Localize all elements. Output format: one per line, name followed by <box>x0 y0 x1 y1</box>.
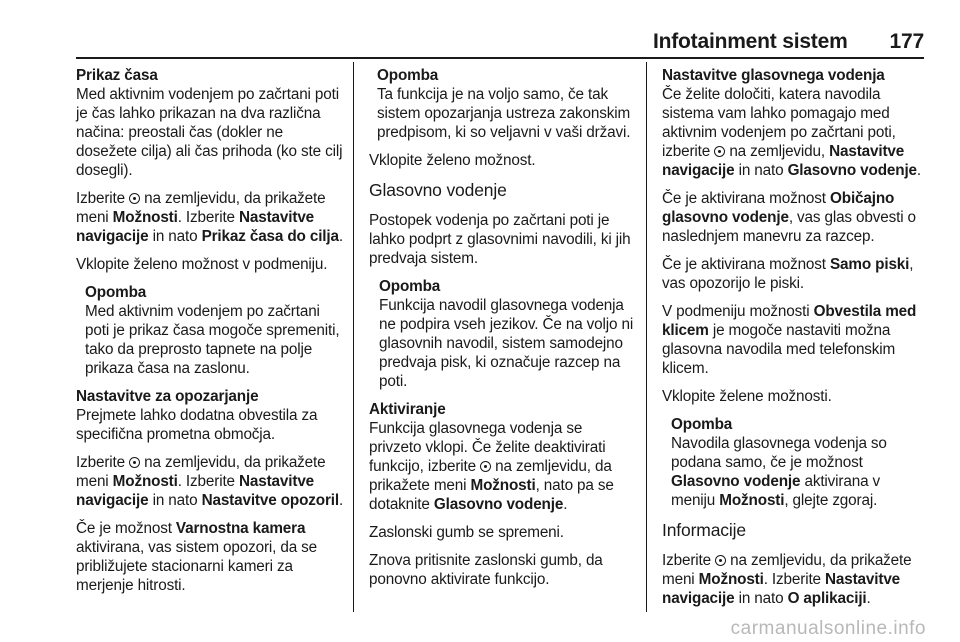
paragraph: Če je aktivirana možnost Samo piski, vas opozorijo le piski. <box>662 256 914 292</box>
paragraph: Postopek vodenja po začrtani poti je lahko podprt z glasovnimi navodili, ki jih predvaja sistem. <box>369 212 631 267</box>
note-text: Funkcija navodil glasovnega vodenja ne podpira vseh jezikov. Če na voljo ni glasovnih navodil, sistem samodejno predvaja pisk, ki označuje razcep na poti. <box>379 297 634 390</box>
paragraph: Izberite na zemljevidu, da prikažete meni Možnosti. Izberite Nastavitve navigacije in nato Prikaz časa do cilja. <box>76 190 343 245</box>
paragraph: Če je aktivirana možnost Običajno glasovno vodenje, vas glas obvesti o naslednjem manevru za razcep. <box>662 190 916 245</box>
paragraph: Vklopite želene možnosti. <box>662 388 832 405</box>
note-heading: Opomba <box>85 284 147 301</box>
heading-prikaz-casa: Prikaz časa <box>76 67 158 84</box>
column-divider <box>353 62 354 612</box>
paragraph: Izberite na zemljevidu, da prikažete meni Možnosti. Izberite Nastavitve navigacije in nato Nastavitve opozoril. <box>76 454 344 509</box>
crosshair-target-icon <box>480 461 491 472</box>
header-rule <box>76 57 924 59</box>
note-heading: Opomba <box>379 278 441 295</box>
paragraph: V podmeniju možnosti Obvestila med klicem je mogoče nastaviti možna glasovna navodila med telefonskim klicem. <box>662 303 917 377</box>
note-box <box>85 283 344 378</box>
paragraph: Če je možnost Varnostna kamera aktivirana, vas sistem opozori, da se približujete stacionarni kameri za merjenje hitrosti. <box>76 520 318 594</box>
crosshair-target-icon <box>715 555 726 566</box>
crosshair-target-icon <box>129 457 140 468</box>
column-2 <box>369 66 635 598</box>
paragraph: Prejmete lahko dodatna obvestila za specifična prometna območja. <box>76 407 318 443</box>
note-text: Med aktivnim vodenjem po začrtani poti je prikaz časa mogoče spremeniti, tako da preprosto tapnete na polje prikaza časa na zaslonu. <box>85 303 340 377</box>
heading-aktiviranje: Aktiviranje <box>369 401 446 418</box>
note-heading: Opomba <box>671 416 733 433</box>
heading-nastavitve-opozarjanje: Nastavitve za opozarjanje <box>76 388 259 405</box>
watermark: carmanualsonline.info <box>730 618 926 639</box>
heading-informacije: Informacije <box>662 520 746 540</box>
note-box <box>377 66 635 142</box>
note-text: Navodila glasovnega vodenja so podana samo, če je možnost Glasovno vodenje aktivirana v meniju Možnosti, glejte zgoraj. <box>671 435 887 509</box>
crosshair-target-icon <box>714 146 725 157</box>
column-3 <box>662 66 926 617</box>
note-box <box>671 415 926 510</box>
column-1 <box>76 66 344 604</box>
page-number: 177 <box>889 30 924 53</box>
heading-nastavitve-glasovnega-vodenja: Nastavitve glasovnega vodenja <box>662 67 885 84</box>
paragraph: Če želite določiti, katera navodila sistema vam lahko pomagajo med aktivnim vodenjem po začrtani poti, izberite na zemljevidu, Nastavitve navigacije in nato Glasovno vodenje. <box>662 86 922 179</box>
page-header <box>0 26 924 54</box>
paragraph: Vklopite želeno možnost. <box>369 152 536 169</box>
note-heading: Opomba <box>377 67 439 84</box>
note-text: Ta funkcija je na voljo samo, če tak sistem opozarjanja ustreza zakonskim predpisom, ki so veljavni v vaši državi. <box>377 86 631 141</box>
note-box <box>379 277 635 391</box>
column-divider <box>646 62 647 612</box>
paragraph: Vklopite želeno možnost v podmeniju. <box>76 256 328 273</box>
paragraph: Funkcija glasovnega vodenja se privzeto vklopi. Če želite deaktivirati funkcijo, izberite na zemljevidu, da prikažete meni Možnosti, nato pa se dotaknite Glasovno vodenje. <box>369 420 614 513</box>
paragraph: Zaslonski gumb se spremeni. <box>369 524 564 541</box>
crosshair-target-icon <box>129 193 140 204</box>
paragraph: Znova pritisnite zaslonski gumb, da ponovno aktivirate funkcijo. <box>369 552 603 588</box>
section-title: Infotainment sistem <box>652 30 848 53</box>
paragraph: Med aktivnim vodenjem po začrtani poti je čas lahko prikazan na dva različna načina: preostali čas (dokler ne dosežete cilja) ali čas prihoda (ko ste cilj dosegli). <box>76 86 343 179</box>
heading-glasovno-vodenje: Glasovno vodenje <box>369 180 507 200</box>
paragraph: Izberite na zemljevidu, da prikažete meni Možnosti. Izberite Nastavitve navigacije in nato O aplikaciji. <box>662 552 912 607</box>
